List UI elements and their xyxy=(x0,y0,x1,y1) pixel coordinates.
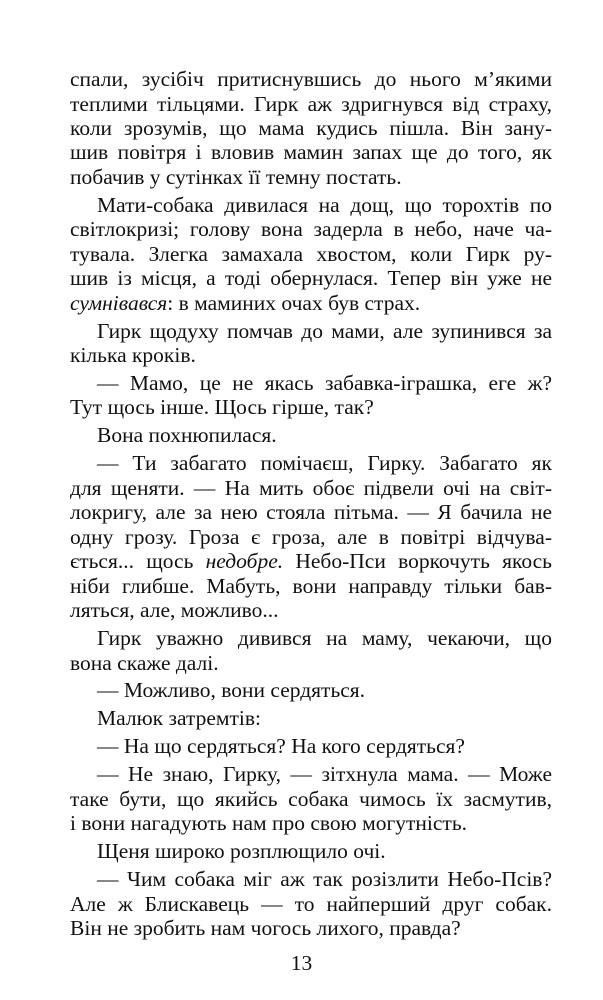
text-line: — На що сердяться? На кого сердяться? xyxy=(97,734,465,759)
text-line: одну грозу. Гроза є гроза, але в повітрі відчува- xyxy=(70,524,552,549)
italic-text: сумнівався xyxy=(70,290,168,315)
text-line: і вони нагадують нам про свою могутність. xyxy=(70,811,468,836)
text-line: ніби глибше. Мабуть, вони направду тільки бав- xyxy=(70,573,552,598)
italic-text: недобре. xyxy=(205,549,284,574)
text-line: Мати-собака дивилася на дощ, що торохтів по xyxy=(97,192,552,217)
text-line: для щеняти. — На мить обоє підвели очі на світ- xyxy=(70,475,552,500)
text-line: таке бути, що якийсь собака чимось їх засмутив, xyxy=(70,786,552,811)
text-line: Малюк затремтів: xyxy=(97,706,261,731)
text-line: ляться, але, можливо... xyxy=(70,598,279,623)
text-line: світлокризі; голову вона задерла в небо, наче ча- xyxy=(70,217,552,242)
text-line: — Чим собака міг аж так розізлити Небо-Псів? xyxy=(97,867,552,892)
text-run: : в маминих очах був страх. xyxy=(167,290,421,315)
text-line: шив із місця, а тоді обернулася. Тепер він уже не xyxy=(70,266,552,291)
text-line: тувала. Злегка замахала хвостом, коли Гирк ру- xyxy=(70,241,552,266)
text-line: Гирк уважно дивився на маму, чекаючи, що xyxy=(97,626,552,650)
text-line: кілька кроків. xyxy=(70,343,196,367)
text-line: Але ж Блискавець — то найперший друг собак. xyxy=(70,891,552,916)
text-line: Він не зробить нам чогось лихого, правда? xyxy=(70,916,461,940)
text-line: шив повітря і вловив мамин запах ще до того, як xyxy=(70,140,552,165)
text-line: коли зрозумів, що мама кудись пішла. Він зану- xyxy=(70,115,552,140)
text-line: Вона похнюпилася. xyxy=(97,423,277,448)
text-line: — Ти забагато помічаєш, Гирку. Забагато як xyxy=(97,451,552,476)
text-line: Гирк щодуху помчав до мами, але зупинився за xyxy=(97,318,552,343)
text-line: — Можливо, вони сердяться. xyxy=(97,678,366,703)
text-line: — Мамо, це не якась забавка-іграшка, еге ж? xyxy=(97,371,552,395)
text-run: ється... щось xyxy=(70,549,206,574)
page-number: 13 xyxy=(290,951,313,975)
text-line: Тут щось інше. Щось гірше, так? xyxy=(70,395,374,420)
text-line: вона скаже далі. xyxy=(70,650,219,675)
text-line: теплими тільцями. Гирк аж здригнувся від страху, xyxy=(70,91,552,116)
text-line: локригу, але за нею стояла пітьма. — Я бачила не xyxy=(70,500,552,525)
text-line xyxy=(70,289,552,317)
text-line: спали, зусібіч притиснувшись до нього м’якими xyxy=(70,67,552,91)
text-line: — Не знаю, Гирку, — зітхнула мама. — Може xyxy=(97,762,552,787)
text-line: Щеня широко розплющило очі. xyxy=(97,839,386,864)
text-run: Небо-Пси воркочуть якось xyxy=(283,549,552,574)
text-line: побачив у сутінках її темну постать. xyxy=(70,164,402,189)
